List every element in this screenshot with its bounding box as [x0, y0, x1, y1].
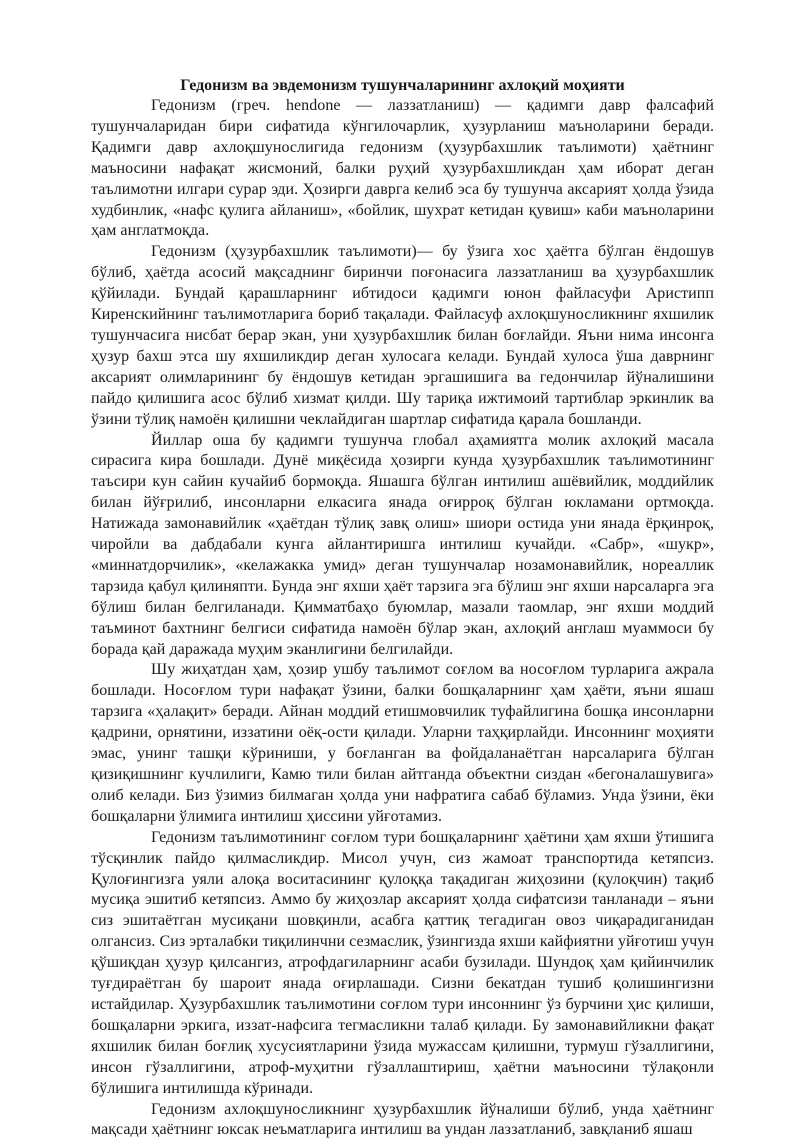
document-title: Гедонизм ва эвдемонизм тушунчаларининг ахлоқий моҳияти: [91, 76, 714, 96]
paragraph-5: Гедонизм таълимотининг соғлом тури бошқаларнинг ҳаётини ҳам яхши ўтишига тўсқинлик пайдо қилмасликдир. Мисол учун, сиз жамоат транспортида кетяпсиз. Қулоғингизга уяли алоқа воситасининг қулоққа тақадиган жиҳозини (қулоқчин) тақиб мусиқа эшитиб кетяпсиз. Аммо бу жиҳозлар аксарият ҳолда сифатсизи танланади – яъни сиз эшитаётган мусиқани шовқинли, асабга қаттиқ тегадиган овоз чиқарадиганидан олгансиз. Сиз эрталабки тиқилинчни сезмаслик, ўзингизда яхши кайфиятни уйғотиш учун қўшиқдан ҳузур қилсангиз, атрофдагиларнинг асаби бузилади. Шундоқ ҳам қийинчилик туғдираётган бу шароит янада оғирлашади. Сизни бекатдан тушиб қолишингизни истайдилар. Ҳузурбахшлик таълимотини соғлом тури инсоннинг ўз бурчини ҳис қилиши, бошқаларни эркига, иззат-нафсига тегмасликни талаб қилади. Бу замонавийликни фақат яхшилик билан боғлиқ хусусиятларини ўзида мужассам қилишни, турмуш гўзаллигини, инсон гўзаллигини, атроф-муҳитни гўзаллаштириш, ҳаётни маъносини тўлақонли бўлишига интилишда кўринади.: [91, 828, 714, 1100]
paragraph-4: Шу жиҳатдан ҳам, ҳозир ушбу таълимот соғлом ва носоғлом турларига ажрала бошлади. Носоғлом тури нафақат ўзини, балки бошқаларнинг ҳам ҳаёти, яъни яшаш тарзига «ҳалақит» беради. Айнан моддий етишмовчилик туфайлигина бошқа инсонларни қадрини, орнятини, иззатини оёқ-ости қилади. Уларни таҳқирлайди. Инсоннинг моҳияти эмас, унинг ташқи кўриниши, у боғланган ва фойдаланаётган нарсаларига бўлган қизиқишнинг кучлилиги, Камю тили билан айтганда объектни сиздан «бегоналашувига» олиб келади. Биз ўзимиз билмаган ҳолда уни нафратига сабаб бўламиз. Унда ўзини, ёки бошқаларни ўлимига интилиш ҳиссини уйғотамиз.: [91, 660, 714, 827]
paragraph-3: Йиллар оша бу қадимги тушунча глобал аҳамиятга молик ахлоқий масала сирасига кира бошлади. Дунё миқёсида ҳозирги кунда ҳузурбахшлик таълимотининг таъсири кун сайин кучайиб бормоқда. Яшашга бўлган интилиш ашёвийлик, моддийлик билан йўғрилиб, инсонларни елкасига янада оғирроқ бўлган юкламани ортмоқда. Натижада замонавийлик «ҳаётдан тўлиқ завқ олиш» шиори остида уни янада ёрқинроқ, чиройли ва дабдабали кунга айлантиришга интилиш кучайди. «Сабр», «шукр», «миннатдорчилик», «келажакка умид» деган тушунчалар нозамонавийлик, нореаллик тарзида қабул қилиняпти. Бунда энг яхши ҳаёт тарзига эга бўлиш энг яхши нарсаларга эга бўлиш билан белгиланади. Қимматбаҳо буюмлар, мазали таомлар, энг яхши моддий таъминот бахтнинг белгиси сифатида намоён бўлар экан, ахлоқий англаш муаммоси бу борада қай даражада муҳим эканлигини белгилайди.: [91, 431, 714, 661]
paragraph-6: Гедонизм ахлоқшуносликнинг ҳузурбахшлик йўналиши бўлиб, унда ҳаётнинг мақсади ҳаётнинг юксак неъматларига интилиш ва ундан лаззатланиб, завқланиб яшаш: [91, 1100, 714, 1141]
paragraph-1: Гедонизм (греч. hendone — лаззатланиш) — қадимги давр фалсафий тушунчаларидан бири сифатида кўнгилочарлик, ҳузурланиш маъноларини беради. Қадимги давр ахлоқшунослигида гедонизм (ҳузурбахшлик таълимоти) ҳаётнинг маъносини нафақат жисмоний, балки руҳий ҳузурбахшликдан ҳам иборат деган таълимотни илгари сурар эди. Ҳозирги даврга келиб эса бу тушунча аксарият ҳолда ўзида худбинлик, «нафс қулига айланиш», «бойлик, шухрат кетидан қувиш» каби маъноларини ҳам англатмоқда.: [91, 96, 714, 242]
paragraph-2: Гедонизм (ҳузурбахшлик таълимоти)— бу ўзига хос ҳаётга бўлган ёндошув бўлиб, ҳаётда асосий мақсаднинг биринчи поғонасига лаззатланиш ва ҳузурбахшлик қўйилади. Бундай қарашларнинг ибтидоси қадимги юнон файласуфи Аристипп Киренскийнинг таълимотларига бориб тақалади. Файласуф ахлоқшуносликнинг яхшилик тушунчасига нисбат берар экан, уни ҳузурбахшлик билан боғлайди. Яъни нима инсонга ҳузур бахш этса шу яхшиликдир деган хулосага келади. Бундай хулоса ўша даврнинг аксарият олимларининг бу ёндошув кетидан эргашишига ва гедончилар йўналишини пайдо қилишига асос бўлиб хизмат қилди. Шу тариқа ижтимоий тартиблар эркинлик ва ўзини тўлиқ намоён қилишни чеклайдиган шартлар сифатида қарала бошланди.: [91, 242, 714, 430]
